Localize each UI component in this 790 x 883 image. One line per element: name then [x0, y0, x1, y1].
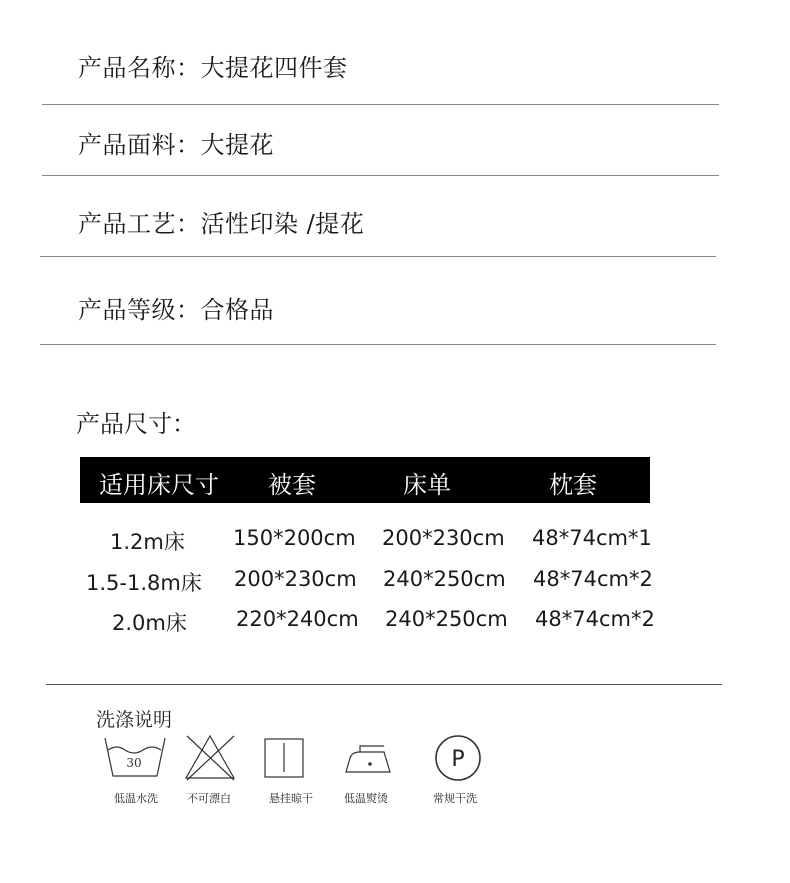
spec-grade-value: 合格品	[200, 296, 274, 324]
cell-bed-size: 1.5-1.8m床	[86, 571, 202, 595]
divider	[40, 344, 716, 345]
table-row	[80, 522, 680, 558]
spec-fabric	[78, 125, 274, 160]
spec-process-label: 产品工艺：	[78, 210, 201, 238]
dry-clean-letter: P	[451, 747, 465, 772]
size-section-title: 产品尺寸：	[76, 410, 196, 438]
care-label-iron: 低温熨烫	[344, 792, 388, 805]
care-label-hang-dry: 悬挂晾干	[269, 792, 313, 805]
cell-duvet: 150*200cm	[233, 526, 356, 550]
spec-grade-label: 产品等级：	[78, 296, 201, 324]
header-bed-size: 适用床尺寸	[99, 471, 219, 499]
cell-pillow: 48*74cm*2	[533, 567, 653, 591]
low-iron-icon	[344, 734, 408, 782]
spec-name-label: 产品名称：	[78, 54, 201, 82]
cell-sheet: 200*230cm	[382, 526, 505, 550]
cell-pillow: 48*74cm*2	[535, 607, 655, 631]
table-row	[80, 563, 680, 599]
cell-duvet: 200*230cm	[234, 567, 357, 591]
care-label-no-bleach: 不可漂白	[187, 792, 231, 805]
divider	[42, 175, 719, 176]
care-label-wash: 低温水洗	[114, 792, 158, 805]
header-bed-sheet: 床单	[403, 471, 451, 499]
table-row	[80, 603, 680, 639]
care-section-title: 洗涤说明	[96, 709, 173, 731]
cell-duvet: 220*240cm	[236, 607, 359, 631]
spec-fabric-label: 产品面料：	[78, 131, 201, 159]
spec-fabric-value: 大提花	[200, 131, 274, 159]
wash-30-icon	[103, 734, 167, 782]
dry-clean-p-icon	[432, 734, 496, 782]
care-label-dry-clean: 常规干洗	[433, 792, 477, 805]
divider	[40, 256, 716, 257]
spec-name-value: 大提花四件套	[200, 54, 348, 82]
spec-process	[78, 204, 364, 239]
header-duvet-cover: 被套	[268, 471, 316, 499]
spec-grade	[78, 290, 274, 325]
divider	[46, 684, 722, 685]
size-table-header	[80, 457, 650, 503]
divider	[42, 104, 719, 105]
cell-sheet: 240*250cm	[385, 607, 508, 631]
spec-name	[78, 48, 348, 83]
wash-temp: 30	[126, 756, 142, 770]
hang-dry-icon	[264, 734, 328, 782]
header-pillowcase: 枕套	[549, 471, 597, 499]
no-bleach-icon	[184, 734, 248, 782]
cell-pillow: 48*74cm*1	[532, 526, 652, 550]
cell-bed-size: 2.0m床	[112, 611, 187, 635]
spec-process-value: 活性印染 /提花	[200, 210, 365, 238]
cell-sheet: 240*250cm	[383, 567, 506, 591]
cell-bed-size: 1.2m床	[110, 530, 185, 554]
